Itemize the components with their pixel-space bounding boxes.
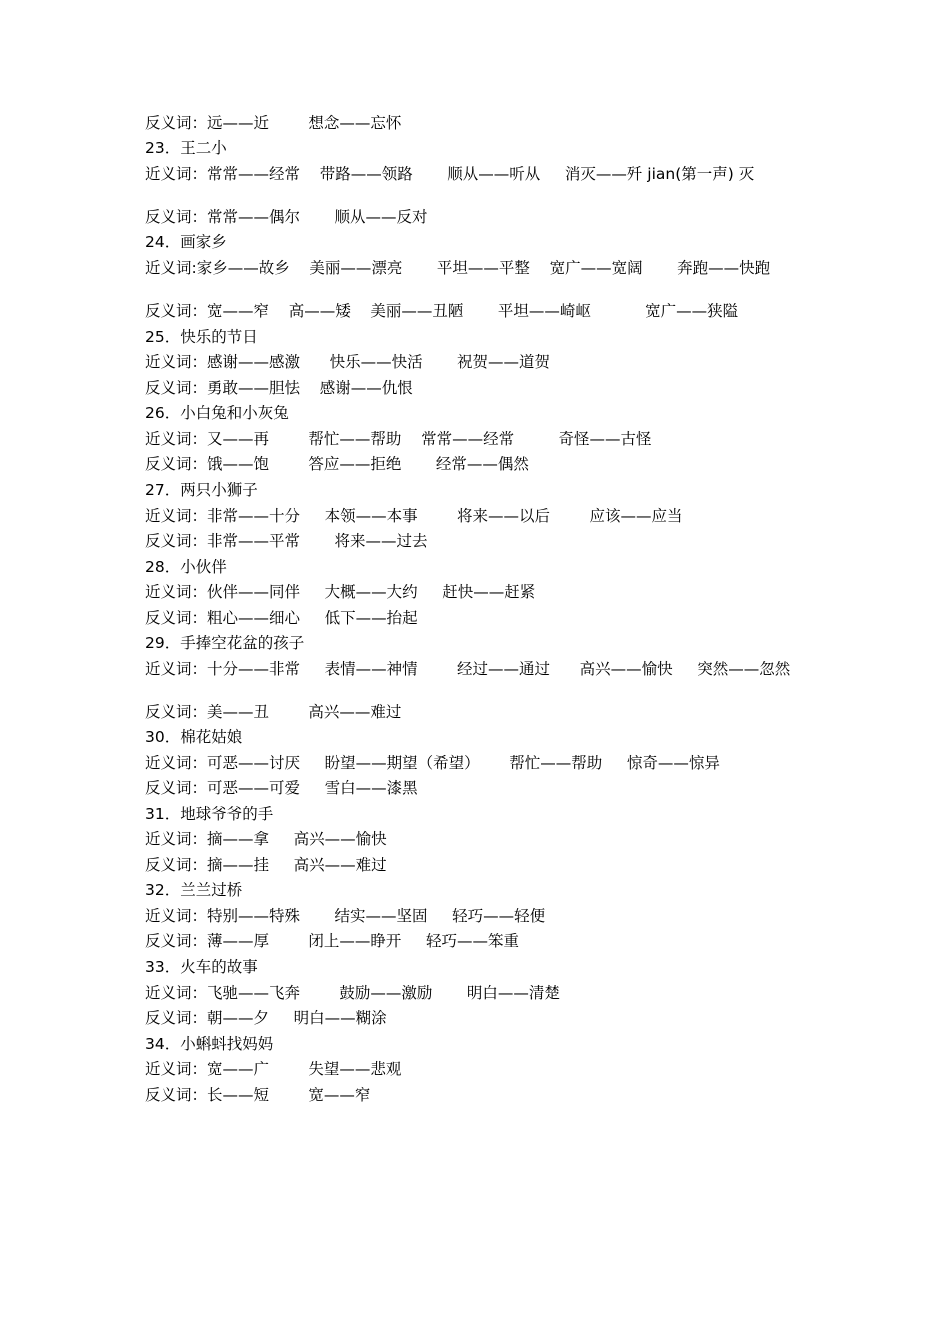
text-line: 反义词：常常——偶尔 顺从——反对 bbox=[145, 208, 428, 226]
text-line: 反义词：美——丑 高兴——难过 bbox=[145, 703, 402, 721]
text-line: 近义词：感谢——感激 快乐——快活 祝贺——道贺 bbox=[145, 353, 551, 371]
lesson-heading: 32．兰兰过桥 bbox=[145, 881, 243, 899]
text-line: 反义词：朝——夕 明白——糊涂 bbox=[145, 1009, 387, 1027]
text-line: 近义词：宽——广 失望——悲观 bbox=[145, 1060, 402, 1078]
lesson-heading: 27．两只小狮子 bbox=[145, 481, 258, 499]
lesson-heading: 25．快乐的节日 bbox=[145, 328, 258, 346]
text-line: 反义词：薄——厚 闭上——睁开 轻巧——笨重 bbox=[145, 932, 520, 950]
lesson-heading: 29．手捧空花盆的孩子 bbox=[145, 634, 305, 652]
lesson-heading: 26．小白兔和小灰兔 bbox=[145, 404, 289, 422]
text-line: 反义词：宽——窄 高——矮 美丽——丑陋 平坦——崎岖 宽广——狭隘 bbox=[145, 302, 739, 320]
text-line: 近义词：摘——拿 高兴——愉快 bbox=[145, 830, 387, 848]
text-line: 近义词：伙伴——同伴 大概——大约 赶快——赶紧 bbox=[145, 583, 536, 601]
text-line: 反义词：非常——平常 将来——过去 bbox=[145, 532, 428, 550]
text-line: 反义词：远——近 想念——忘怀 bbox=[145, 114, 402, 132]
text-line: 近义词：常常——经常 带路——领路 顺从——听从 消灭——歼 jian(第一声) 灭 bbox=[145, 165, 755, 183]
text-line: 反义词：粗心——细心 低下——抬起 bbox=[145, 609, 418, 627]
text-line: 近义词：非常——十分 本领——本事 将来——以后 应该——应当 bbox=[145, 507, 683, 525]
text-line: 近义词：可恶——讨厌 盼望——期望（希望） 帮忙——帮助 惊奇——惊异 bbox=[145, 754, 720, 772]
lesson-heading: 23．王二小 bbox=[145, 139, 227, 157]
lesson-heading: 31．地球爷爷的手 bbox=[145, 805, 274, 823]
lesson-heading: 33．火车的故事 bbox=[145, 958, 258, 976]
text-line: 反义词：勇敢——胆怯 感谢——仇恨 bbox=[145, 379, 413, 397]
text-line: 近义词：又——再 帮忙——帮助 常常——经常 奇怪——古怪 bbox=[145, 430, 652, 448]
text-line: 反义词：可恶——可爱 雪白——漆黑 bbox=[145, 779, 418, 797]
text-line: 近义词：飞驰——飞奔 鼓励——激励 明白——清楚 bbox=[145, 984, 560, 1002]
text-line: 近义词：特别——特殊 结实——坚固 轻巧——轻便 bbox=[145, 907, 546, 925]
lesson-heading: 30．棉花姑娘 bbox=[145, 728, 243, 746]
text-line: 反义词：饿——饱 答应——拒绝 经常——偶然 bbox=[145, 455, 529, 473]
text-line: 近义词:家乡——故乡 美丽——漂亮 平坦——平整 宽广——宽阔 奔跑——快跑 bbox=[145, 259, 771, 277]
lesson-heading: 34．小蝌蚪找妈妈 bbox=[145, 1035, 274, 1053]
lesson-heading: 24．画家乡 bbox=[145, 233, 227, 251]
text-line: 近义词：十分——非常 表情——神情 经过——通过 高兴——愉快 突然——忽然 bbox=[145, 660, 791, 678]
lesson-heading: 28．小伙伴 bbox=[145, 558, 227, 576]
text-line: 反义词：摘——挂 高兴——难过 bbox=[145, 856, 387, 874]
text-line: 反义词：长——短 宽——窄 bbox=[145, 1086, 371, 1104]
